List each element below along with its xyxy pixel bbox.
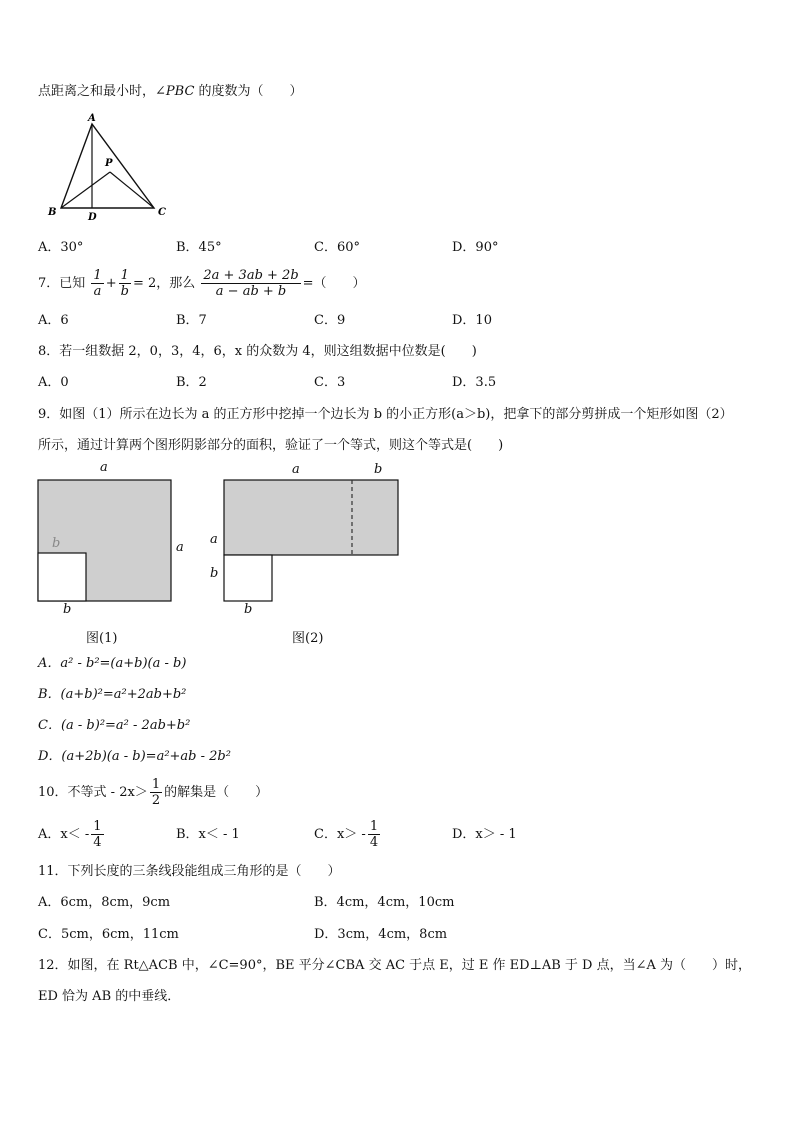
q9-option-a[interactable]: A．a² - b²=(a+b)(a - b) bbox=[38, 656, 187, 671]
q8-option-a[interactable]: A．0 bbox=[38, 375, 69, 390]
frac-den: a bbox=[93, 284, 102, 299]
fig2-label-top-a: a bbox=[292, 462, 300, 477]
frac-num: 1 bbox=[119, 268, 131, 284]
q10-frac-half bbox=[150, 777, 162, 808]
q10-option-a[interactable] bbox=[38, 816, 106, 854]
frac-num: 1 bbox=[369, 819, 379, 834]
option-frac bbox=[91, 819, 103, 850]
q7-eq: = 2，那么 bbox=[132, 276, 196, 291]
option-frac bbox=[368, 819, 380, 850]
q6-option-c[interactable]: C．60° bbox=[314, 240, 360, 255]
q11-option-a[interactable]: A．6cm，8cm，9cm bbox=[38, 895, 171, 910]
q10-option-b[interactable]: B．x＜ - 1 bbox=[176, 827, 240, 842]
q6-option-b[interactable]: B．45° bbox=[176, 240, 222, 255]
frac-num: 1 bbox=[93, 819, 102, 834]
q7-option-a[interactable]: A．6 bbox=[38, 313, 69, 328]
small-square bbox=[224, 555, 272, 601]
q6-option-a[interactable]: A．30° bbox=[38, 240, 84, 255]
q8-option-b[interactable]: B．2 bbox=[176, 375, 207, 390]
label-d: D bbox=[88, 212, 97, 223]
q10-option-d[interactable]: D．x＞ - 1 bbox=[452, 827, 517, 842]
frac-den: 4 bbox=[369, 835, 379, 850]
q6-stem bbox=[38, 82, 303, 102]
frac-num: 1 bbox=[151, 777, 161, 792]
q7-number: 7．已知 bbox=[38, 276, 86, 291]
q7-frac-expression bbox=[201, 268, 300, 299]
q8-option-d[interactable]: D．3.5 bbox=[452, 375, 497, 390]
q10-stem bbox=[38, 774, 268, 812]
q6-stem-prefix: 点距离之和最小时， bbox=[38, 84, 156, 99]
q7-option-b[interactable]: B．7 bbox=[176, 313, 207, 328]
option-prefix: C．x＞ - bbox=[314, 827, 366, 842]
q11-option-d[interactable]: D．3cm，4cm，8cm bbox=[314, 927, 448, 942]
q9-stem-line1: 9．如图（1）所示在边长为 a 的正方形中挖掉一个边长为 b 的小正方形(a＞b)，把拿下的部分剪拼成一个矩形如图（2） bbox=[38, 407, 733, 422]
frac-num: 1 bbox=[93, 268, 102, 283]
q12-stem-line1: 12．如图，在 Rt△ACB 中，∠C=90°，BE 平分∠CBA 交 AC 于点 E，过 E 作 ED⊥AB 于 D 点，当∠A 为（ ）时， bbox=[38, 958, 751, 973]
option-prefix: A．x＜ - bbox=[38, 827, 90, 842]
fig2-label-bottom-b: b bbox=[244, 602, 253, 617]
label-p: P bbox=[105, 158, 113, 169]
frac-den: 4 bbox=[93, 835, 102, 850]
q6-option-d[interactable]: D．90° bbox=[452, 240, 499, 255]
q7-tail: =（ ） bbox=[302, 276, 366, 291]
q12-stem-line2: ED 恰为 AB 的中垂线． bbox=[38, 989, 181, 1004]
q6-stem-suffix: 的度数为（ ） bbox=[194, 84, 303, 99]
fig1-label-bottom-b: b bbox=[63, 602, 72, 617]
q10-option-c[interactable] bbox=[314, 816, 382, 854]
cut-out-square bbox=[38, 553, 86, 601]
q11-option-b[interactable]: B．4cm，4cm，10cm bbox=[314, 895, 455, 910]
fig2-caption: 图(2) bbox=[292, 631, 324, 646]
q10-stem-prefix: 10．不等式 - 2x＞ bbox=[38, 785, 148, 800]
q9-option-b[interactable]: B．(a+b)²=a²+2ab+b² bbox=[38, 687, 187, 702]
fig2-label-top-b: b bbox=[374, 462, 383, 477]
fig1-caption: 图(1) bbox=[86, 631, 118, 646]
q7-option-c[interactable]: C．9 bbox=[314, 313, 346, 328]
q9-figure-2 bbox=[222, 478, 402, 604]
q8-option-c[interactable]: C．3 bbox=[314, 375, 346, 390]
q7-frac-1-over-b bbox=[119, 268, 131, 299]
q7-frac-1-over-a bbox=[91, 268, 103, 299]
q11-stem: 11．下列长度的三条线段能组成三角形的是（ ） bbox=[38, 864, 341, 879]
q6-triangle-figure bbox=[44, 112, 174, 224]
q6-angle: ∠PBC bbox=[155, 84, 195, 99]
label-b: B bbox=[48, 207, 57, 218]
frac-den: 2 bbox=[151, 793, 161, 808]
frac-den: b bbox=[120, 284, 129, 299]
q7-option-d[interactable]: D．10 bbox=[452, 313, 492, 328]
q11-option-c[interactable]: C．5cm，6cm，11cm bbox=[38, 927, 179, 942]
q9-stem-line2: 所示，通过计算两个图形阴影部分的面积，验证了一个等式，则这个等式是( ) bbox=[38, 438, 504, 453]
fig2-label-left-b: b bbox=[210, 566, 219, 581]
frac-num: 2a + 3ab + 2b bbox=[203, 268, 299, 283]
fig1-label-right-a: a bbox=[176, 540, 184, 555]
shaded-rectangle bbox=[224, 480, 398, 555]
label-a: A bbox=[88, 113, 96, 124]
q8-stem: 8．若一组数据 2，0，3，4，6，x 的众数为 4，则这组数据中位数是( ) bbox=[38, 344, 477, 359]
q9-option-c[interactable]: C．(a - b)²=a² - 2ab+b² bbox=[38, 718, 191, 733]
fig1-label-inner-b: b bbox=[52, 536, 61, 551]
frac-den: a − ab + b bbox=[215, 284, 287, 299]
fig1-label-top-a: a bbox=[100, 460, 108, 475]
q7-stem bbox=[38, 264, 366, 304]
q10-stem-suffix: 的解集是（ ） bbox=[164, 785, 269, 800]
q9-option-d[interactable]: D．(a+2b)(a - b)=a²+ab - 2b² bbox=[38, 749, 231, 764]
fig2-label-left-a: a bbox=[210, 532, 218, 547]
label-c: C bbox=[158, 207, 166, 218]
plus-sign: + bbox=[105, 276, 117, 291]
